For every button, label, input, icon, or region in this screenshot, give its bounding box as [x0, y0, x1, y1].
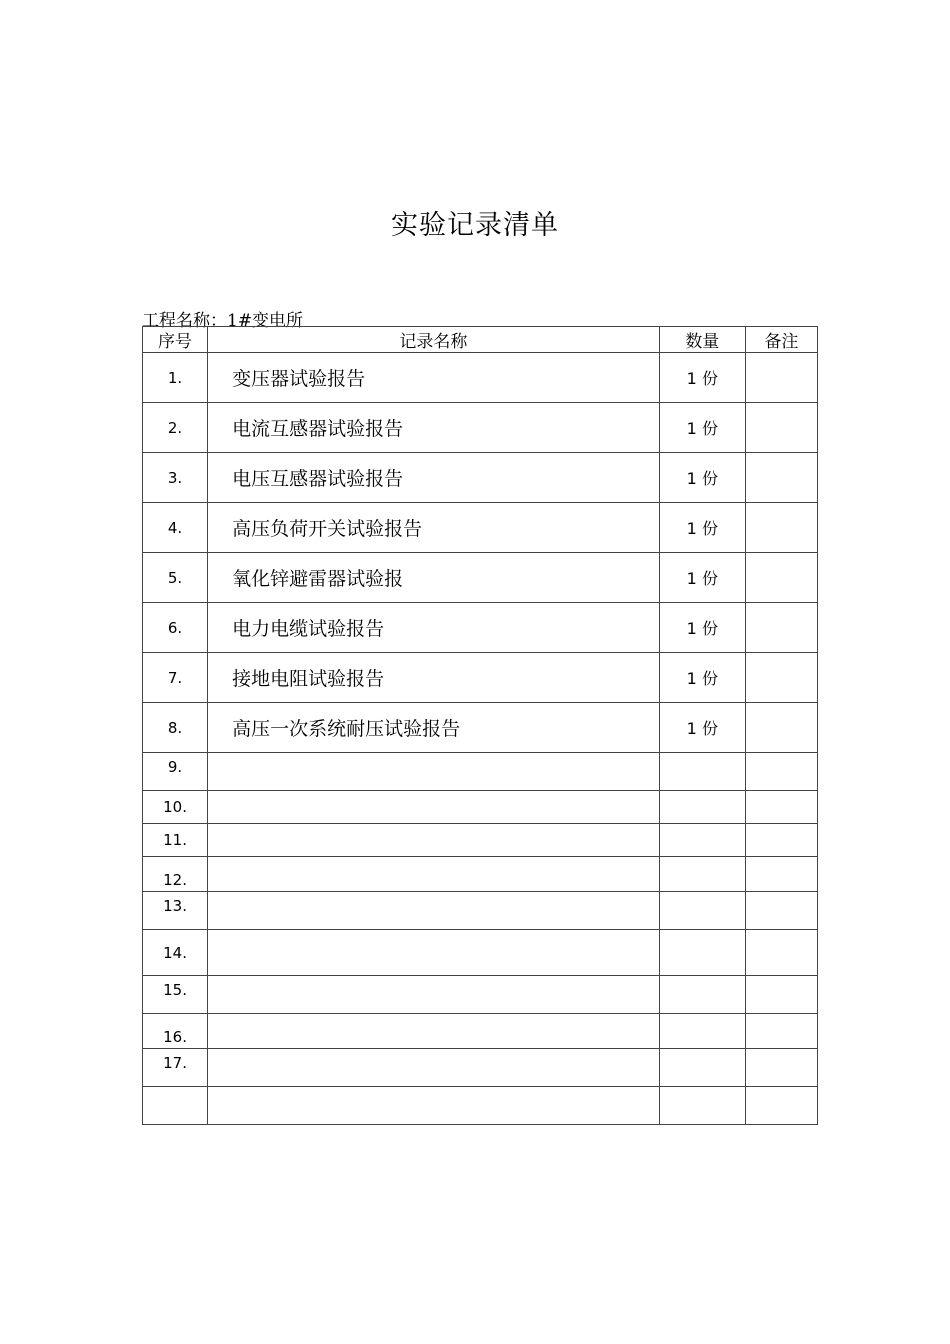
row-remark	[745, 503, 817, 553]
row-no: 10.	[143, 791, 208, 824]
row-remark	[745, 553, 817, 603]
table-row	[143, 892, 818, 930]
row-no: 12.	[143, 857, 208, 892]
row-no: 13.	[143, 892, 208, 930]
row-no: 8.	[143, 703, 208, 753]
table-row	[143, 553, 818, 603]
row-name: 电压互感器试验报告	[208, 453, 660, 503]
row-no: 11.	[143, 824, 208, 857]
row-remark	[745, 1014, 817, 1049]
table-row	[143, 824, 818, 857]
table-row	[143, 1014, 818, 1049]
row-name: 电力电缆试验报告	[208, 603, 660, 653]
row-name: 电流互感器试验报告	[208, 403, 660, 453]
row-name: 接地电阻试验报告	[208, 653, 660, 703]
row-qty	[659, 857, 745, 892]
row-remark	[745, 1049, 817, 1087]
row-remark	[745, 403, 817, 453]
row-name: 氧化锌避雷器试验报	[208, 553, 660, 603]
row-qty: 1 份	[659, 353, 745, 403]
row-name	[208, 892, 660, 930]
table-row	[143, 791, 818, 824]
row-remark	[745, 976, 817, 1014]
table-row	[143, 930, 818, 976]
row-no: 14.	[143, 930, 208, 976]
row-remark	[745, 791, 817, 824]
row-name	[208, 753, 660, 791]
row-qty	[659, 753, 745, 791]
table-row	[143, 403, 818, 453]
table-row	[143, 503, 818, 553]
row-name: 高压负荷开关试验报告	[208, 503, 660, 553]
row-qty: 1 份	[659, 453, 745, 503]
row-remark	[745, 753, 817, 791]
row-no: 7.	[143, 653, 208, 703]
row-remark	[745, 857, 817, 892]
row-qty: 1 份	[659, 403, 745, 453]
header-no: 序号	[143, 327, 208, 353]
row-name	[208, 1014, 660, 1049]
row-no: 4.	[143, 503, 208, 553]
row-remark	[745, 653, 817, 703]
row-name	[208, 930, 660, 976]
row-remark	[745, 824, 817, 857]
row-qty	[659, 976, 745, 1014]
row-qty	[659, 824, 745, 857]
table-row	[143, 1049, 818, 1087]
table-row	[143, 1087, 818, 1125]
row-no: 2.	[143, 403, 208, 453]
row-name	[208, 976, 660, 1014]
row-qty: 1 份	[659, 703, 745, 753]
row-no: 17.	[143, 1049, 208, 1087]
row-name	[208, 857, 660, 892]
row-name	[208, 791, 660, 824]
row-qty: 1 份	[659, 503, 745, 553]
row-name: 高压一次系统耐压试验报告	[208, 703, 660, 753]
row-no: 1.	[143, 353, 208, 403]
row-no: 15.	[143, 976, 208, 1014]
row-qty: 1 份	[659, 603, 745, 653]
row-qty	[659, 930, 745, 976]
row-no: 6.	[143, 603, 208, 653]
row-name	[208, 1049, 660, 1087]
row-remark	[745, 1087, 817, 1125]
header-name: 记录名称	[208, 327, 660, 353]
table-row	[143, 603, 818, 653]
table-row	[143, 753, 818, 791]
table-row	[143, 453, 818, 503]
row-qty	[659, 892, 745, 930]
record-list-table	[142, 326, 818, 1125]
row-qty: 1 份	[659, 553, 745, 603]
row-remark	[745, 892, 817, 930]
document-title: 实验记录清单	[391, 210, 559, 241]
row-qty	[659, 1014, 745, 1049]
table-row	[143, 653, 818, 703]
row-name: 变压器试验报告	[208, 353, 660, 403]
row-no: 3.	[143, 453, 208, 503]
row-no	[143, 1087, 208, 1125]
row-name	[208, 1087, 660, 1125]
row-remark	[745, 353, 817, 403]
project-name-label: 工程名称：1#变电所	[142, 311, 304, 331]
row-qty: 1 份	[659, 653, 745, 703]
row-no: 9.	[143, 753, 208, 791]
table-row	[143, 857, 818, 892]
row-remark	[745, 703, 817, 753]
row-remark	[745, 930, 817, 976]
row-no: 16.	[143, 1014, 208, 1049]
table-row	[143, 976, 818, 1014]
row-name	[208, 824, 660, 857]
row-no: 5.	[143, 553, 208, 603]
table-row	[143, 353, 818, 403]
table-row	[143, 703, 818, 753]
row-qty	[659, 791, 745, 824]
header-remark: 备注	[745, 327, 817, 353]
header-qty: 数量	[659, 327, 745, 353]
row-remark	[745, 453, 817, 503]
row-qty	[659, 1049, 745, 1087]
table-header-row	[143, 327, 818, 353]
row-remark	[745, 603, 817, 653]
row-qty	[659, 1087, 745, 1125]
